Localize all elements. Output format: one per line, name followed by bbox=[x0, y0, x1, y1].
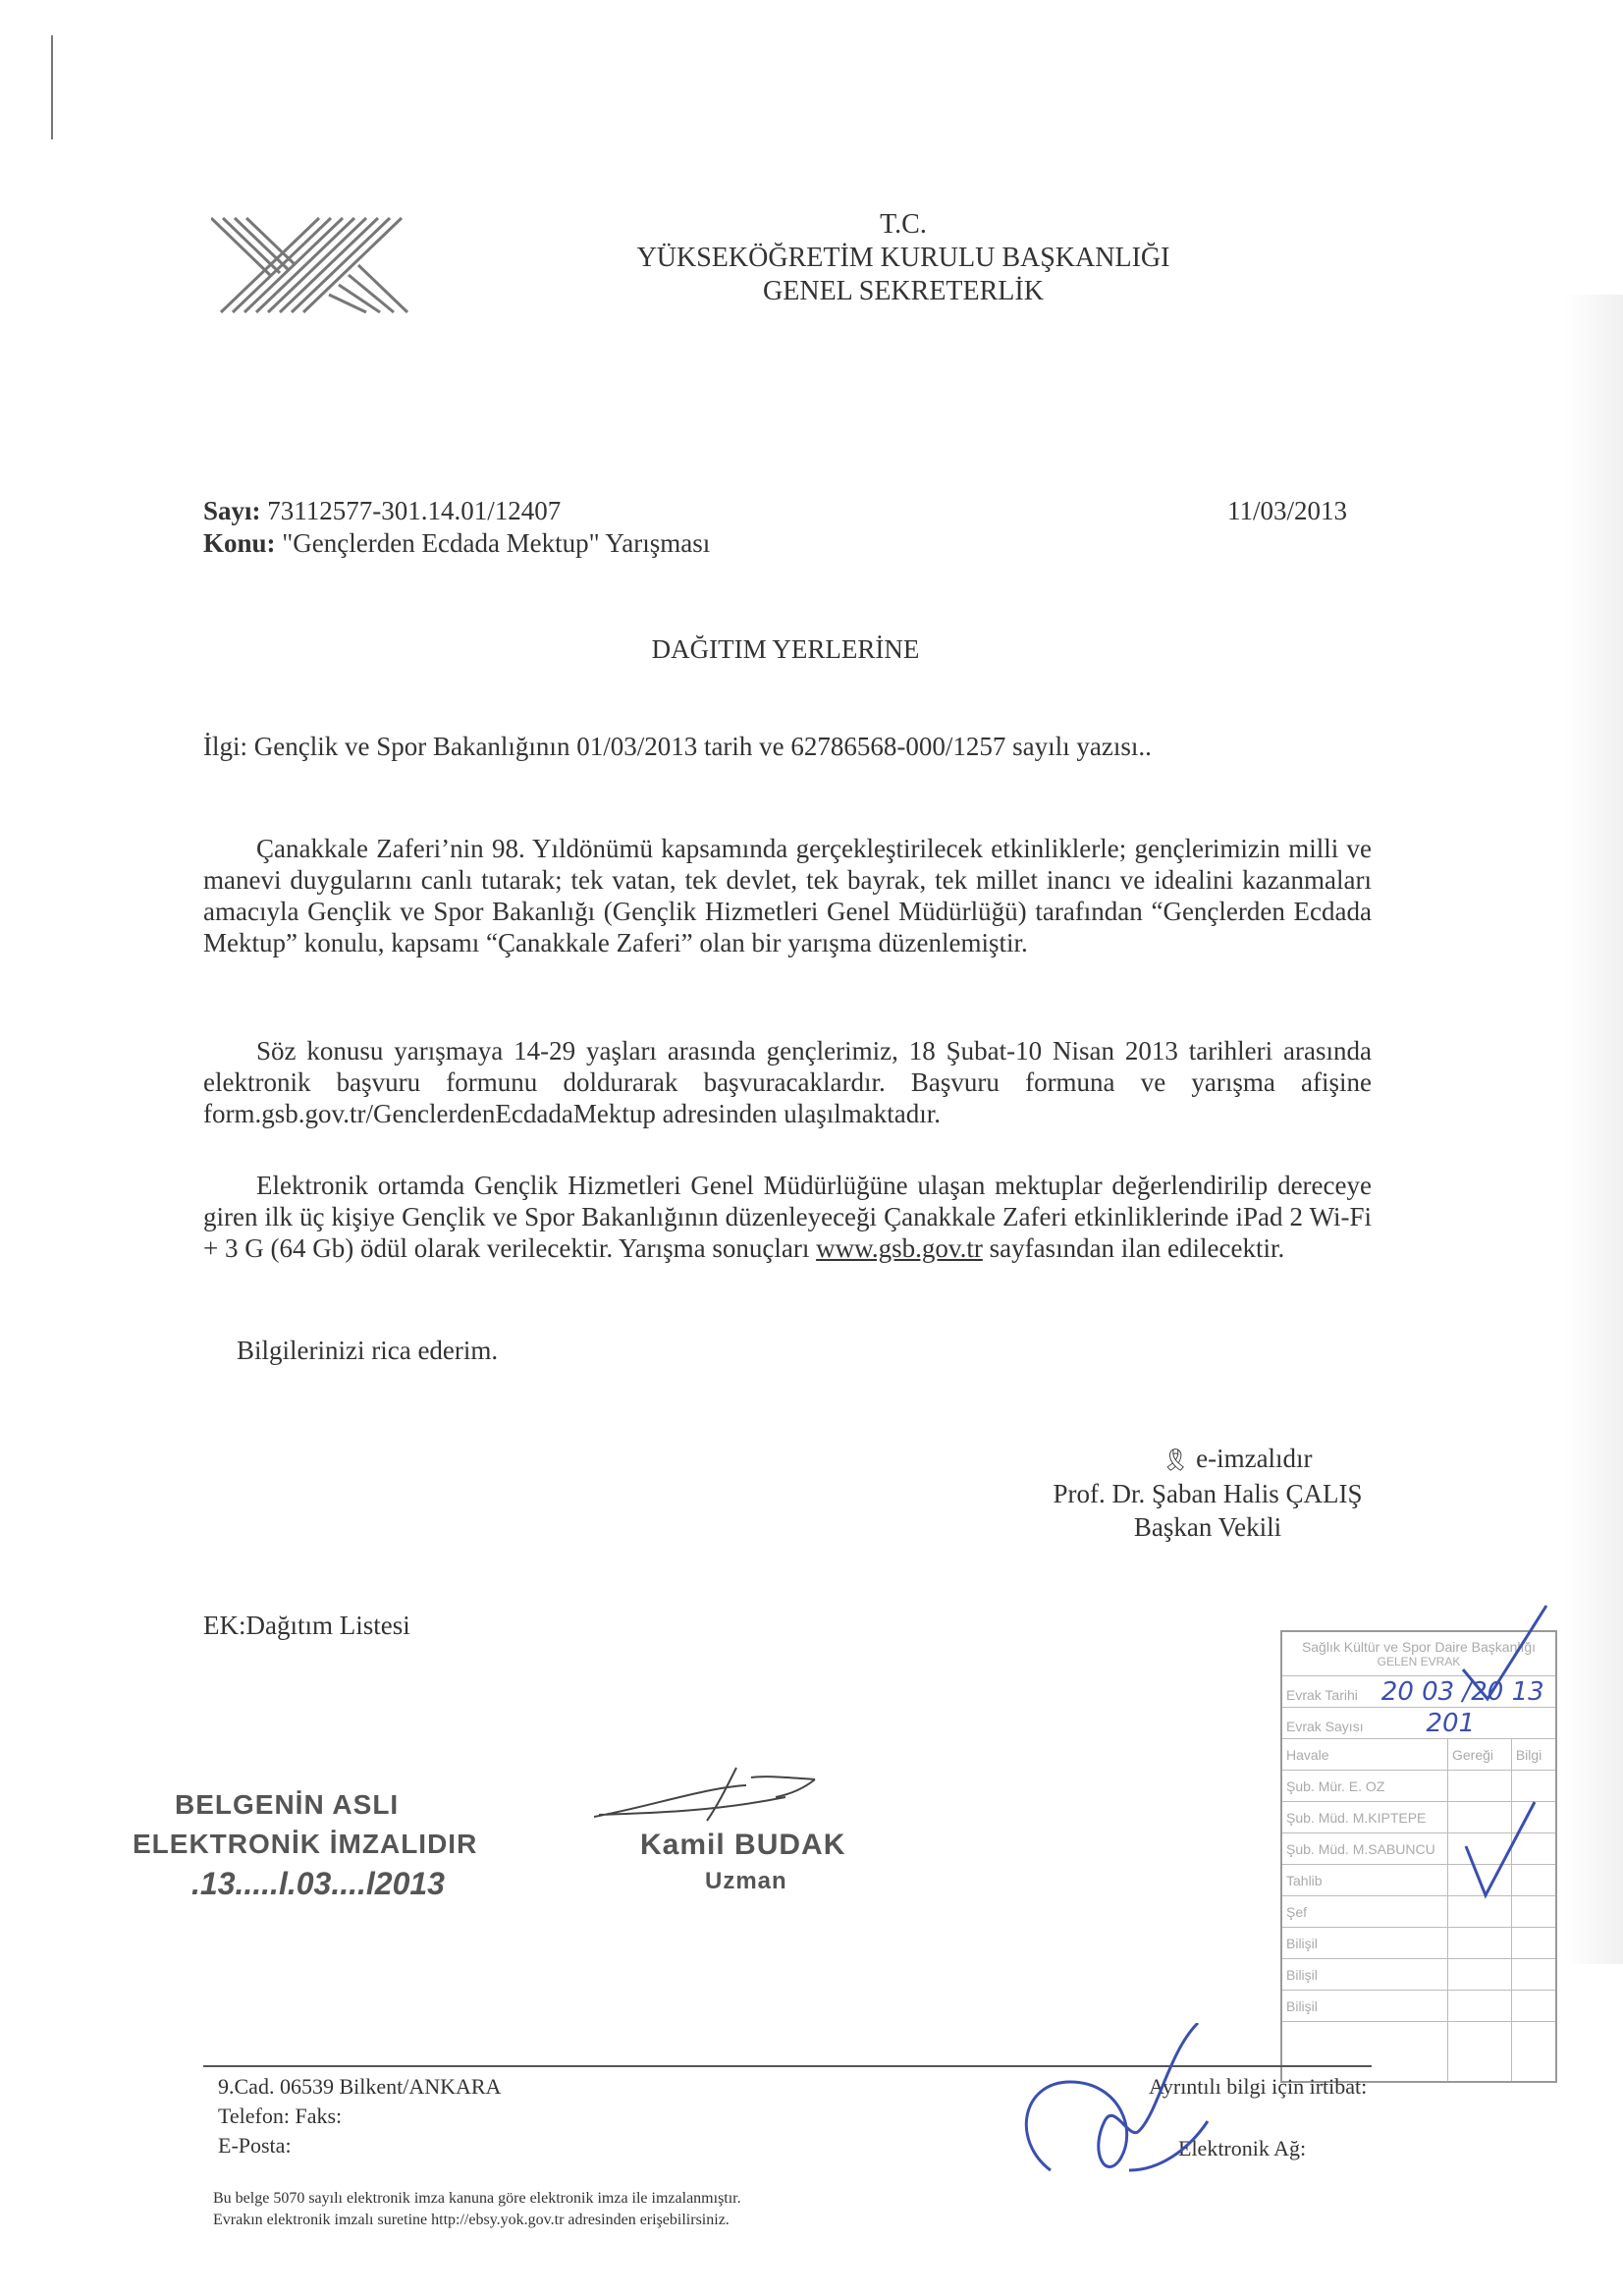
officer-signature bbox=[589, 1758, 835, 1836]
signature-block bbox=[1001, 1442, 1414, 1544]
col-havale: Havale bbox=[1281, 1739, 1448, 1771]
document-date: 11/03/2013 bbox=[1227, 496, 1348, 525]
stamp-row: Bilişil bbox=[1281, 1991, 1448, 2022]
paragraph-2-text: Söz konusu yarışmaya 14-29 yaşları arasında gençlerimiz, 18 Şubat-10 Nisan 2013 tarihleri arasında elektronik başvuru formunu doldurarak başvuracaklardır. Başvuru formuna ve yarışma afişine form.gsb.gov.tr/GenclerdenEcdadaMektup adresinden ulaşılmaktadır. bbox=[203, 1036, 1372, 1128]
footer-note-2: Evrakın elektronik imzalı suretine http://ebsy.yok.gov.tr adresinden erişebilirsiniz. bbox=[213, 2212, 730, 2228]
yok-logo bbox=[211, 216, 423, 314]
stamp-row: Şub. Müd. M.KIPTEPE bbox=[1281, 1802, 1448, 1833]
signatory-title: Başkan Vekili bbox=[1133, 1512, 1282, 1542]
footer-notes bbox=[213, 2188, 741, 2231]
reference-number bbox=[203, 496, 561, 526]
reference-line: İlgi: Gençlik ve Spor Bakanlığının 01/03/2013 tarih ve 62786568-000/1257 sayılı yazısı.. bbox=[203, 732, 1152, 761]
stamp-row: Bilişil bbox=[1281, 1959, 1448, 1991]
letterhead-line1: T.C. bbox=[880, 209, 927, 240]
signatory-name: Prof. Dr. Şaban Halis ÇALIŞ bbox=[1053, 1479, 1363, 1508]
paragraph-3-end: sayfasından ilan edilecektir. bbox=[989, 1233, 1285, 1263]
check-mark-icon bbox=[1453, 1601, 1551, 1719]
stamp-row: Şef bbox=[1281, 1896, 1448, 1928]
officer-title: Uzman bbox=[705, 1868, 787, 1894]
attachment-line: EK:Dağıtım Listesi bbox=[203, 1611, 410, 1640]
stamp-date-handwritten: 20 03 /20 13 bbox=[1380, 1676, 1544, 1707]
paragraph-3-text: Elektronik ortamda Gençlik Hizmetleri Genel Müdürlüğüne ulaşan mektuplar değerlendirilip dereceye giren ilk üç kişiye Gençlik ve Spor Bakanlığının düzenleyeceği Çanakkale Zaferi etkinliklerinde iPad 2 Wi-Fi + 3 G (64 Gb) ödül olarak verilecektir. Yarışma sonuçları bbox=[203, 1171, 1372, 1263]
stamp-date-label: Evrak Tarihi bbox=[1286, 1686, 1358, 1703]
sayi-value: 73112577-301.14.01/12407 bbox=[267, 496, 562, 525]
e-signature-note: e-imzalıdır bbox=[1196, 1444, 1313, 1473]
stamp-line1: BELGENİN ASLI bbox=[175, 1789, 400, 1820]
handwritten-signature bbox=[1011, 2023, 1267, 2200]
subject bbox=[203, 528, 710, 559]
stamp-subtitle: GELEN EVRAK bbox=[1377, 1655, 1461, 1668]
scan-shadow bbox=[1564, 295, 1623, 1964]
stamp-number-label: Evrak Sayısı bbox=[1286, 1718, 1364, 1734]
officer-name: Kamil BUDAK bbox=[640, 1829, 846, 1861]
gsb-website-link[interactable]: www.gsb.gov.tr bbox=[816, 1233, 983, 1263]
scan-edge-mark bbox=[51, 35, 53, 139]
col-bilgi: Bilgi bbox=[1511, 1739, 1556, 1771]
footer-address-block bbox=[218, 2072, 501, 2160]
ribbon-icon: 🎗 bbox=[1162, 1448, 1190, 1472]
konu-label: Konu: bbox=[203, 528, 276, 558]
stamp-title: Sağlık Kültür ve Spor Daire Başkanlığı bbox=[1301, 1639, 1537, 1655]
footer-phone: Telefon: Faks: bbox=[218, 2104, 343, 2128]
check-mark-icon bbox=[1461, 1797, 1540, 1905]
stamp-number-handwritten: 201 bbox=[1426, 1708, 1476, 1738]
stamp-row: Şub. Müd. M.SABUNCU bbox=[1281, 1833, 1448, 1865]
paragraph-3 bbox=[203, 1170, 1372, 1264]
stamp-line2: ELEKTRONİK İMZALIDIR bbox=[133, 1829, 478, 1859]
col-gereği: Gereği bbox=[1448, 1739, 1512, 1771]
paragraph-2 bbox=[203, 1035, 1372, 1129]
footer-contact-info: Ayrıntılı bilgi için irtibat: bbox=[1149, 2074, 1368, 2099]
footer-email: E-Posta: bbox=[218, 2133, 292, 2158]
letterhead-line3: GENEL SEKRETERLİK bbox=[763, 276, 1044, 306]
stamp-row: Şub. Mür. E. OZ bbox=[1281, 1771, 1448, 1802]
footer-address: 9.Cad. 06539 Bilkent/ANKARA bbox=[218, 2074, 502, 2099]
paragraph-1 bbox=[203, 833, 1372, 958]
closing-line: Bilgilerinizi rica ederim. bbox=[237, 1336, 499, 1365]
sayi-label: Sayı: bbox=[203, 496, 261, 525]
letterhead-line2: YÜKSEKÖĞRETİM KURULU BAŞKANLIĞI bbox=[636, 243, 1170, 273]
footer-network: Elektronik Ağ: bbox=[1178, 2136, 1307, 2160]
recipient-heading: DAĞITIM YERLERİNE bbox=[651, 634, 920, 664]
letterhead bbox=[550, 208, 1257, 308]
footer-note-1: Bu belge 5070 sayılı elektronik imza kanuna göre elektronik imza ile imzalanmıştır. bbox=[213, 2190, 741, 2207]
paragraph-1-text: Çanakkale Zaferi’nin 98. Yıldönümü kapsamında gerçekleştirilecek etkinliklerle; gençlerimizin milli ve manevi duygularını canlı tutarak; tek vatan, tek devlet, tek bayrak, tek millet inancı ve idealini kazanmaları amacıyla Gençlik ve Spor Bakanlığı (Gençlik Hizmetleri Genel Müdürlüğü) tarafından “Gençlerden Ecdada Mektup” konulu, kapsamı “Çanakkale Zaferi” olan bir yarışma düzenlemiştir. bbox=[203, 834, 1372, 957]
konu-value: "Gençlerden Ecdada Mektup" Yarışması bbox=[282, 528, 711, 558]
stamp-row: Bilişil bbox=[1281, 1928, 1448, 1959]
stamp-date: .13.....l.03....l2013 bbox=[191, 1866, 445, 1901]
stamp-row: Tahlib bbox=[1281, 1865, 1448, 1896]
